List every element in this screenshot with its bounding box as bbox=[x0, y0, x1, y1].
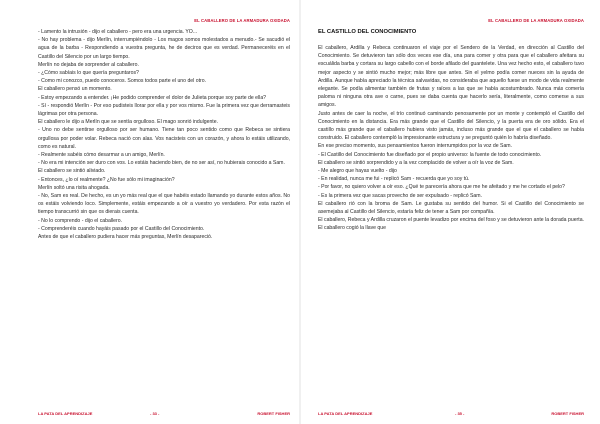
paragraph: - Por favor, no quiero volver a oír eso. ¿Qué te parecería ahora que me he afeitado y me he cortado el pelo? bbox=[318, 184, 565, 191]
paragraph: - No hay problema - dijo Merlín, interrumpiéndolo - Los magos somos molestados a menudo.- Se sacudió el agua de la barba - Respondiendo a vuestra pregunta, he de deciros que es verdad. Permaneceréis en el Castillo del Silencio por un largo tiempo. bbox=[38, 37, 290, 60]
chapter-title: EL CASTILLO DEL CONOCIMIENTO bbox=[318, 29, 417, 35]
footer-book-title: LA PATA DEL APRENDIZAJE bbox=[318, 411, 373, 416]
paragraph: - Como mi conozco, puedo conoceros. Somos todos parte el uno del otro. bbox=[38, 78, 207, 85]
footer-author: ROBERT FISHER bbox=[551, 411, 584, 416]
paragraph: - ¿Cómo sabíais lo que quería preguntaros? bbox=[38, 70, 139, 77]
paragraph: El caballero le dijo a Merlín que se sentía orgulloso. El mago sonrió indulgente. bbox=[38, 119, 219, 126]
paragraph: - Es la primera vez que sacas provecho de ser expulsado - replicó Sam. bbox=[318, 192, 483, 199]
paragraph: - Realmente sabéis cómo desarmar a un amigo, Merlín. bbox=[38, 152, 165, 159]
running-header-right: EL CABALLERO DE LA ARMADURA OXIDADA bbox=[488, 18, 584, 23]
paragraph: - Entonces, ¿lo oí realmente? ¿No fue sólo mi imaginación? bbox=[38, 176, 175, 183]
paragraph: - En realidad, nunca me fui - replicó Sam - recuerda que yo soy tú. bbox=[318, 176, 470, 183]
paragraph: - No era mi intención ser duro con vos. Lo estáis haciendo bien, de no ser así, no hubierais conocido a Sam. bbox=[38, 160, 285, 167]
paragraph: El caballero se sintió sorprendido y a la vez complacido de volver a oír la voz de Sam. bbox=[318, 159, 514, 166]
paragraph: El caballero pensó un momento. bbox=[38, 86, 112, 93]
paragraph: - Sí - respondió Merlín - Por eso pudisteis llorar por ella y por vos mismo. Fue la primera vez que derramasteis lágrimas por otra persona. bbox=[38, 102, 290, 118]
paragraph: Justo antes de caer la noche, el trío continuó caminando penosamente por un monte y contempló el Castillo del Conocimiento en la distancia. Era más grande que el Castillo del Silencio, y la puerta era de oro sólido. Era el castillo más grande que el caballero hubiera visto jamás, incluso más grande que el que el caballero se había construido. El caballero contempló la impresionante estructura y se preguntó quién lo habría diseñado. bbox=[318, 110, 584, 142]
paragraph: - Lamento la intrusión - dijo el caballero - pero era una urgencia. YO... bbox=[38, 29, 198, 35]
footer-author: ROBERT FISHER bbox=[257, 411, 290, 416]
paragraph: - Uno no debe sentirse orgulloso por ser humano. Tiene tan poco sentido como que Rebeca se sintiera orgullosa por poder volar. Rebeca nació con alas. Vos nacisteis con un corazón, y ahora lo estáis utilizando, como es natural. bbox=[38, 127, 290, 150]
paragraph: El caballero rió con la broma de Sam. Le gustaba su sentido del humor. Si el Castillo del Conocimiento se asemejaba al Castillo del Silencio, estaría feliz de tener a Sam por compañía. bbox=[318, 200, 584, 216]
paragraph: Merlín no dejaba de sorprender al caballero. bbox=[38, 61, 139, 68]
paragraph: El caballero, Rebeca y Ardilla cruzaron el puente levadizo por encima del foso y se detuvieron ante la dorada puerta. El caballero cogió la llave que bbox=[318, 217, 584, 232]
left-page-text bbox=[38, 28, 290, 352]
paragraph: El caballero se sintió aliviado. bbox=[38, 168, 106, 175]
paragraph: - Me alegro que hayas vuelto - dijo bbox=[318, 168, 397, 175]
paragraph: En ese preciso momento, sus pensamientos fueron interrumpidos por la voz de Sam. bbox=[318, 143, 513, 150]
page-number: - 33 - bbox=[150, 411, 160, 416]
page-number: - 35 - bbox=[455, 411, 465, 416]
footer-book-title: LA PATA DEL APRENDIZAJE bbox=[38, 411, 93, 416]
paragraph: Antes de que el caballero pudiera hacer más preguntas, Merlín desapareció. bbox=[38, 234, 213, 241]
right-page bbox=[300, 0, 600, 424]
running-header-left: EL CABALLERO DE LA ARMADURA OXIDADA bbox=[194, 18, 290, 23]
paragraph: - Comprenderéis cuando hayáis pasado por el Castillo del Conocimiento. bbox=[38, 225, 205, 232]
paragraph: - No, Sam es real. De hecho, es un yo más real que el que habéis estado llamando yo durante estos años. No os estáis volviendo loco. Simplemente, estáis empezando a oír a vuestro yo verdadero. Por esta razón el tiempo transcurrió sin que os dierais cuenta. bbox=[38, 193, 290, 216]
paragraph: El caballero, Ardilla y Rebeca continuaron el viaje por el Sendero de la Verdad, en dirección al Castillo del Conocimiento. Se detuvieron tan sólo dos veces ese día, una para comer y otra para que el caballero afeitara su escuálida barba y cortara su largo cabello con el borde afilado del guantelete. Una vez hecho esto, el caballero tuvo mejor aspecto y se sintió mucho mejor; más libre que antes. Sin el yelmo podía comer nueces sin la ayuda de Ardilla. Aunque había apreciado la técnica salvavidas, no consideraba que aquello fuese un modo de vida realmente elegante. Se podía alimentar también de frutas y raíces a las que se había acostumbrado. Nunca más comería paloma ni ninguna otra ave o carne, pues se daba cuenta que hacerlo sería, literalmente, como comerse a sus amigos. bbox=[318, 45, 584, 109]
paragraph: - Estoy empezando a entender. ¡He podido comprender el dolor de Julieta porque soy parte de ella? bbox=[38, 94, 267, 101]
paragraph: - El Castillo del Conocimiento fue diseñado por el propio universo: la fuente de todo conocimiento. bbox=[318, 151, 542, 158]
right-page-text bbox=[318, 28, 584, 380]
paragraph: - No lo comprendo - dijo el caballero. bbox=[38, 217, 123, 224]
paragraph: Merlín soltó una risita ahogada. bbox=[38, 184, 110, 191]
